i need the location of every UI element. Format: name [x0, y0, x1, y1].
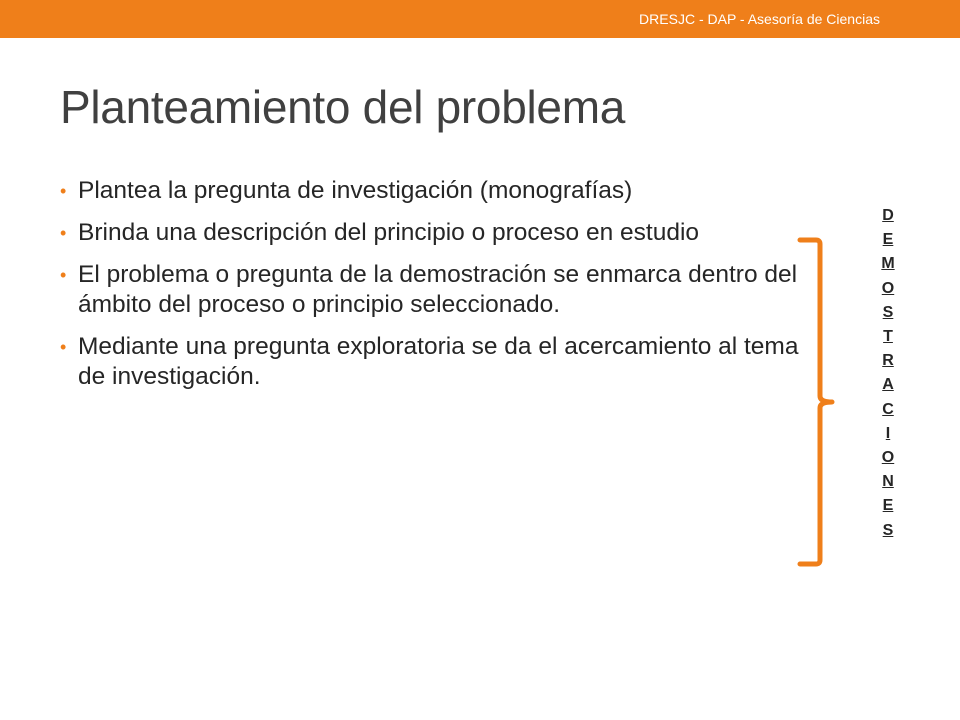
vertical-letter: O [881, 449, 895, 467]
bullet-text: Plantea la pregunta de investigación (monografías) [78, 177, 633, 204]
vertical-letter: T [883, 328, 893, 346]
vertical-letter: N [882, 473, 894, 491]
bullet-list [60, 176, 800, 404]
bullet-dot-icon: • [60, 223, 67, 243]
vertical-letter: C [882, 400, 894, 418]
vertical-letter: R [882, 352, 894, 370]
vertical-letter: A [882, 376, 894, 394]
bullet-text: Brinda una descripción del principio o proceso en estudio [78, 219, 700, 246]
bullet-dot-icon: • [60, 337, 67, 357]
bullet-item [60, 218, 800, 248]
bullet-text: Mediante una pregunta exploratoria se da el acercamiento al tema de investigación. [78, 333, 799, 390]
vertical-label-demostraciones [868, 204, 908, 543]
header-bar [0, 0, 960, 38]
vertical-letter: M [881, 255, 895, 273]
bullet-dot-icon: • [60, 181, 67, 201]
vertical-letter: E [882, 497, 894, 515]
vertical-letter: E [882, 231, 894, 249]
right-brace-icon [796, 232, 836, 572]
vertical-letter: I [885, 424, 891, 442]
bullet-item [60, 176, 800, 206]
slide-title: Planteamiento del problema [60, 81, 625, 133]
vertical-letter: S [882, 303, 894, 321]
bullet-dot-icon: • [60, 265, 67, 285]
vertical-letter: D [882, 207, 894, 224]
bullet-item [60, 332, 800, 392]
vertical-letter: S [882, 521, 894, 539]
bullet-item [60, 260, 800, 320]
bullet-text: El problema o pregunta de la demostración se enmarca dentro del ámbito del proceso o principio seleccionado. [78, 261, 798, 318]
vertical-letter: O [881, 279, 895, 297]
header-org-text: DRESJC - DAP - Asesoría de Ciencias [639, 11, 880, 27]
